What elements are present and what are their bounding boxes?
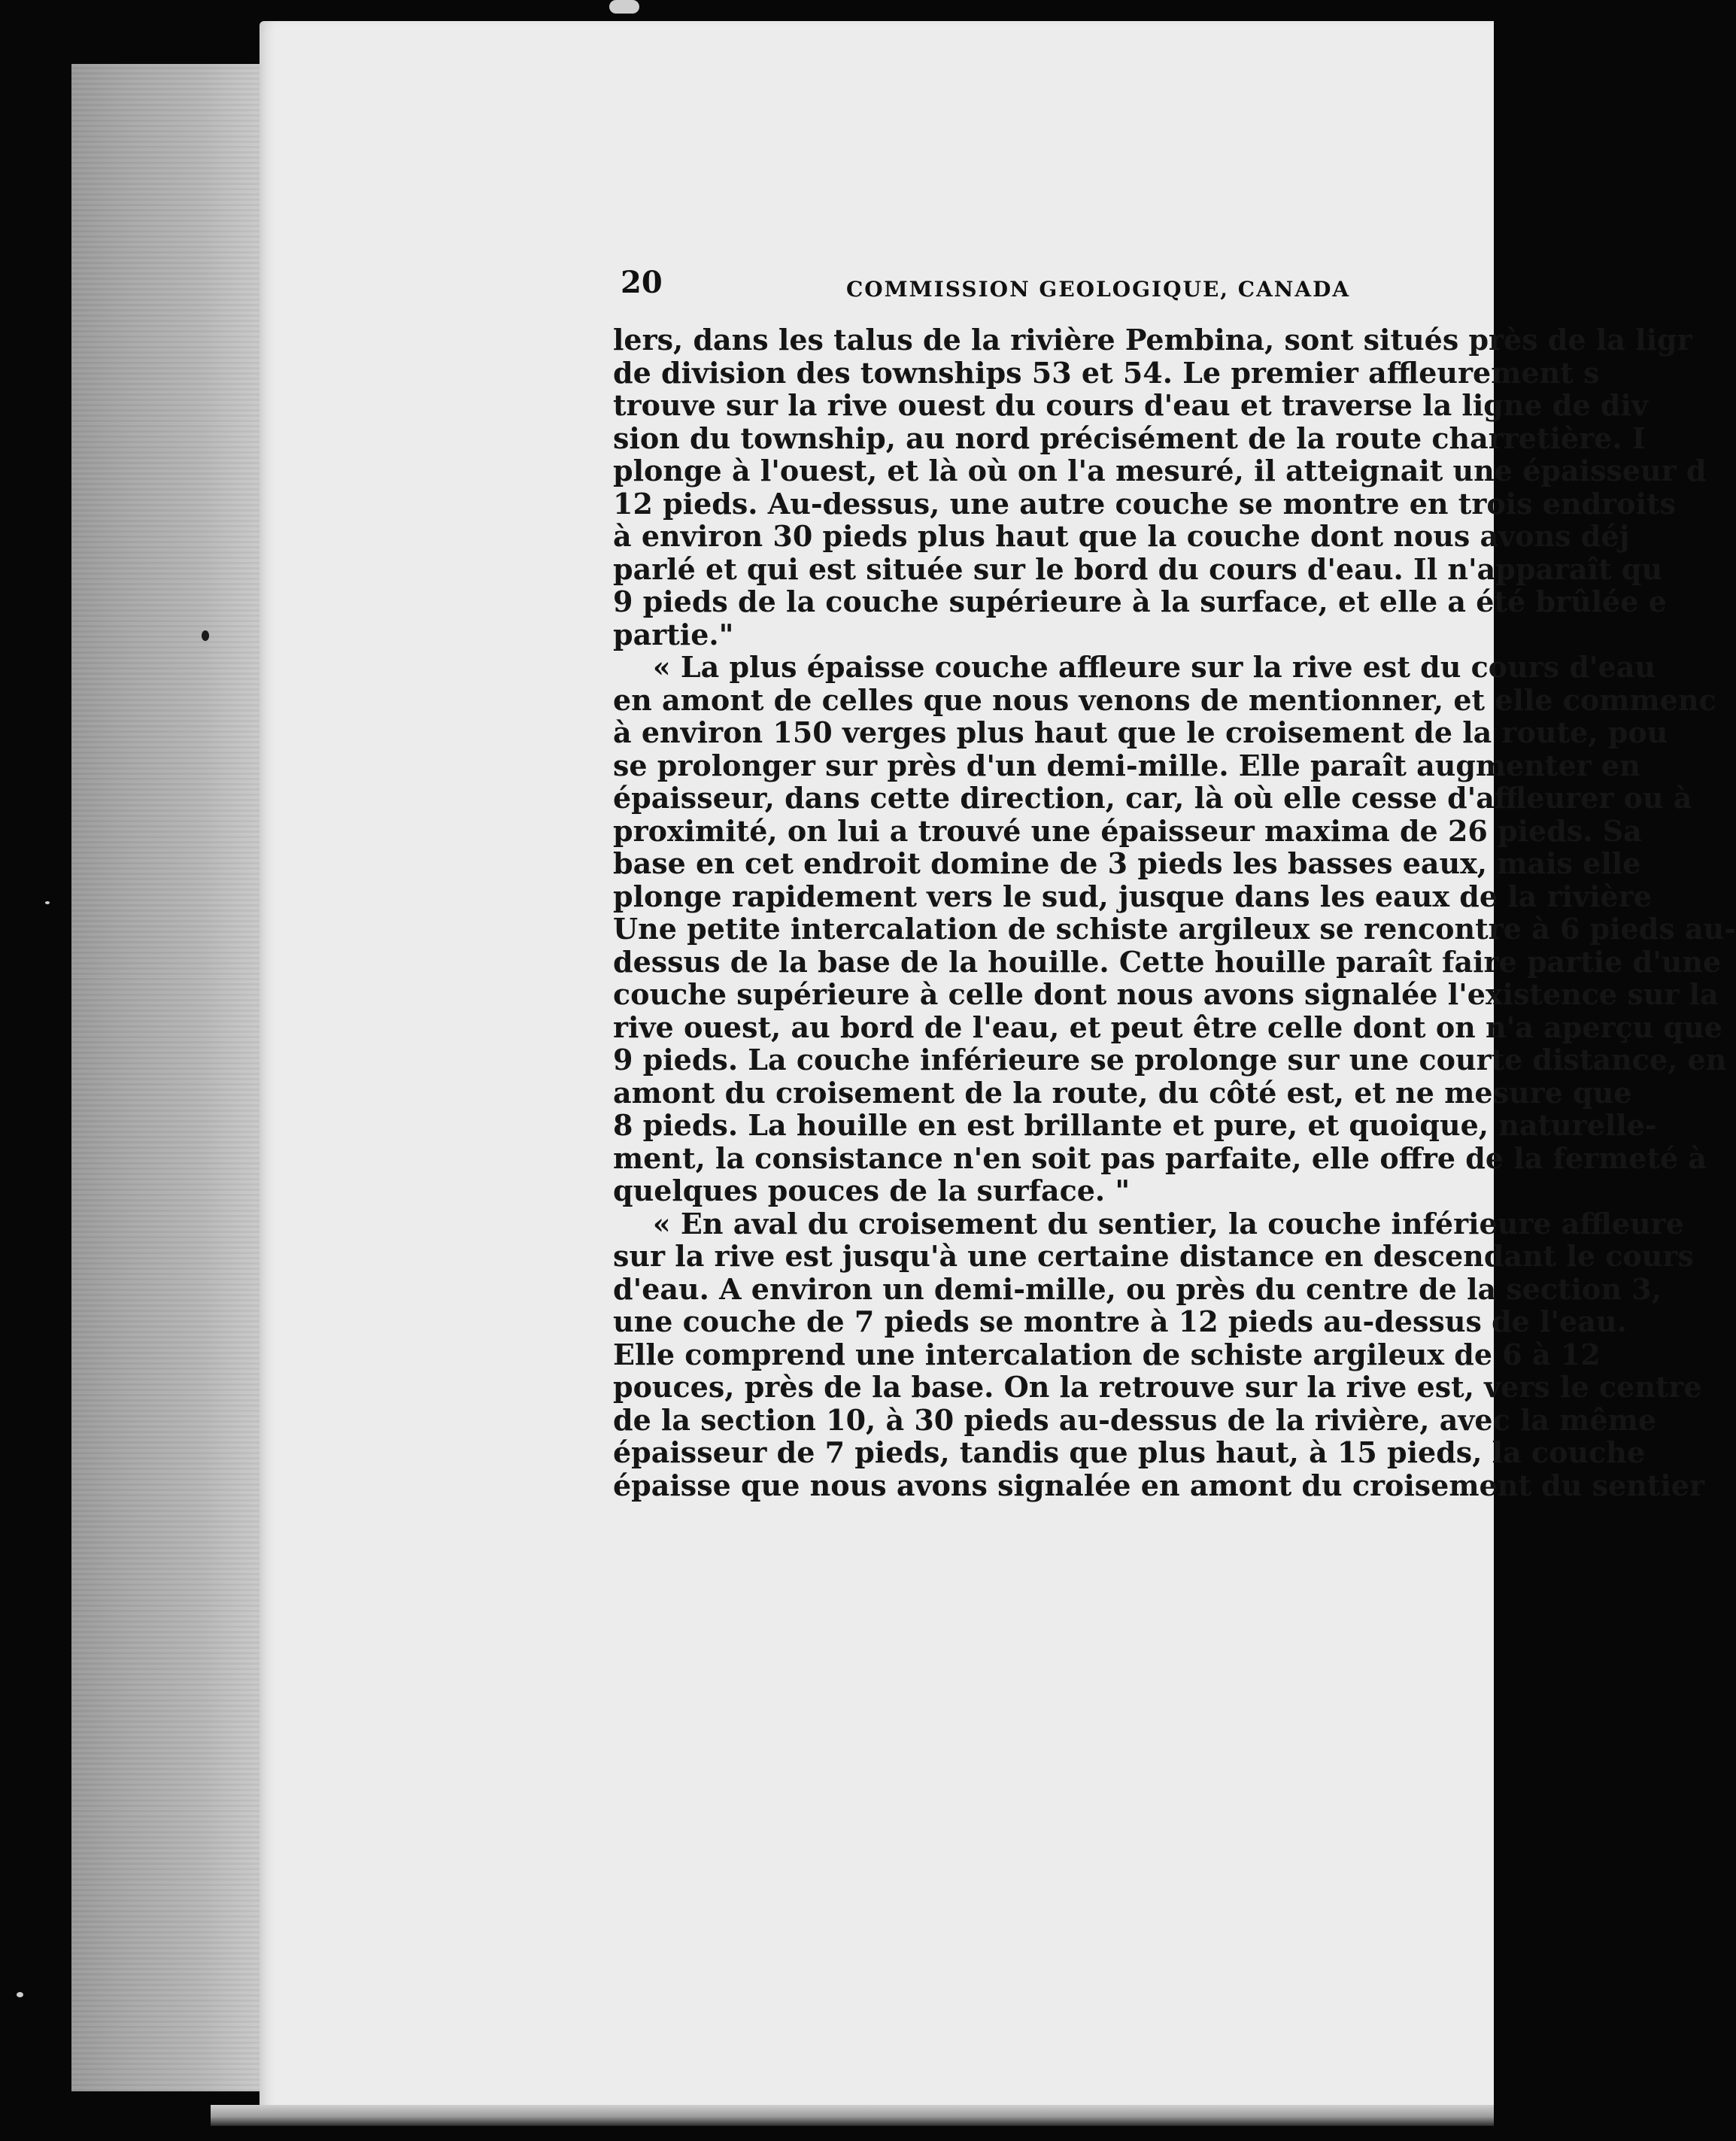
text-line: rive ouest, au bord de l'eau, et peut être celle dont on n'a aperçu que [613,1010,1722,1044]
text-line: à environ 30 pieds plus haut que la couche dont nous avons déj [613,519,1630,553]
text-line: 12 pieds. Au-dessus, une autre couche se montre en trois endroits [613,486,1676,521]
text-line: de la section 10, à 30 pieds au-dessus de la rivière, avec la même [613,1402,1657,1437]
scanner-margin [71,64,259,2091]
text-line: lers, dans les talus de la rivière Pembina, sont situés près de la ligr [613,323,1692,357]
text-line: en amont de celles que nous venons de mentionner, et elle commenc [613,682,1716,717]
text-line: quelques pouces de la surface. " [613,1174,1131,1207]
text-line: « En aval du croisement du sentier, la couche inférieure affleure [613,1206,1684,1241]
text-line: plonge à l'ouest, et là où on l'a mesuré, il atteignait une épaisseur d [613,454,1707,487]
text-line: d'eau. A environ un demi-mille, ou près du centre de la section 3, [613,1271,1662,1306]
text-line: ment, la consistance n'en soit pas parfaite, elle offre de la fermeté à [613,1140,1707,1175]
page-header [621,265,1523,310]
text-line: de division des townships 53 et 54. Le premier affleurement s [613,355,1600,390]
running-head: COMMISSION GEOLOGIQUE, CANADA [846,277,1351,302]
dust-speck [609,0,639,14]
dust-speck [202,630,209,641]
text-line: sur la rive est jusqu'à une certaine distance en descendant le cours [613,1239,1694,1273]
text-line: couche supérieure à celle dont nous avons signalée l'existence sur la [613,977,1719,1011]
text-line: amont du croisement de la route, du côté est, et ne mesure que [613,1075,1632,1110]
text-line: trouve sur la rive ouest du cours d'eau et traverse la ligne de div [613,388,1648,422]
page-bottom-edge [211,2105,1494,2126]
text-line: parlé et qui est située sur le bord du cours d'eau. Il n'apparaît qu [613,551,1663,586]
text-line: sion du township, au nord précisément de la route charretière. I [613,421,1646,455]
text-line: Elle comprend une intercalation de schiste argileux de 6 à 12 [613,1337,1601,1371]
text-line: épaisse que nous avons signalée en amont du croisement du sentier [613,1468,1704,1502]
text-line: une couche de 7 pieds se montre à 12 pieds au-dessus de l'eau. [613,1304,1627,1338]
text-line: épaisseur de 7 pieds, tandis que plus haut, à 15 pieds, la couche [613,1435,1645,1469]
dust-speck [45,901,50,904]
text-line: se prolonger sur près d'un demi-mille. Elle paraît augmenter en [613,748,1640,782]
text-line: base en cet endroit domine de 3 pieds les basses eaux, mais elle [613,846,1641,880]
text-line: à environ 150 verges plus haut que le croisement de la route, pou [613,715,1668,749]
text-line: dessus de la base de la houille. Cette houille paraît faire partie d'une [613,944,1722,979]
page-number: 20 [621,265,663,300]
text-line: épaisseur, dans cette direction, car, là où elle cesse d'affleurer ou à [613,781,1692,815]
text-line: « La plus épaisse couche affleure sur la rive est du cours d'eau [613,650,1656,684]
text-line: Une petite intercalation de schiste argileux se rencontre à 6 pieds au- [613,912,1736,946]
dust-speck [17,1992,23,1997]
text-line: 9 pieds. La couche inférieure se prolonge sur une courte distance, en [613,1043,1727,1077]
body-text [613,323,1736,1502]
text-line: plonge rapidement vers le sud, jusque dans les eaux de la rivière [613,879,1652,913]
text-line: pouces, près de la base. On la retrouve sur la rive est, vers le centre [613,1370,1702,1404]
text-line: 8 pieds. La houille en est brillante et pure, et quoique, naturelle- [613,1108,1657,1142]
text-line: 9 pieds de la couche supérieure à la surface, et elle a été brûlée e [613,585,1667,618]
text-line: proximité, on lui a trouvé une épaisseur maxima de 26 pieds. Sa [613,813,1642,848]
text-line: partie." [613,617,734,651]
